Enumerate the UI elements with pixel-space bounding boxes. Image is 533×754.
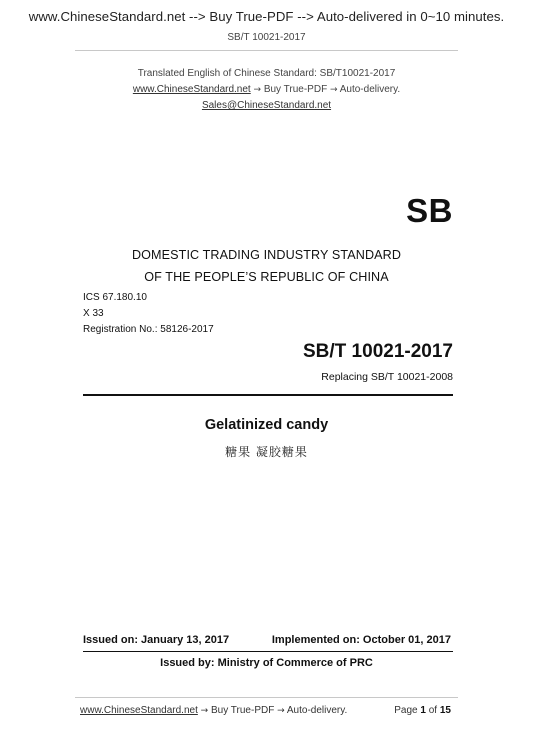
notice-email-link[interactable]: Sales@ChineseStandard.net bbox=[201, 100, 332, 111]
issuing-authority: Issued by: Ministry of Commerce of PRC bbox=[160, 657, 373, 669]
footer-site-link[interactable]: www.ChineseStandard.net bbox=[80, 705, 198, 716]
notice-auto-text: Auto-delivery. bbox=[337, 84, 401, 95]
standard-mark: SB bbox=[406, 192, 453, 229]
standard-title-line-1: DOMESTIC TRADING INDUSTRY STANDARD bbox=[131, 248, 402, 262]
notice-line-1: Translated English of Chinese Standard: SB/T10021-2017 bbox=[137, 68, 396, 79]
top-banner bbox=[0, 9, 533, 24]
page-current: 1 bbox=[420, 705, 426, 716]
notice-line-3 bbox=[0, 100, 533, 111]
implemented-date: Implemented on: October 01, 2017 bbox=[271, 634, 451, 646]
footer-auto-text: Auto-delivery. bbox=[284, 705, 348, 716]
document-title-english: Gelatinized candy bbox=[204, 417, 329, 433]
class-code: X 33 bbox=[83, 308, 104, 319]
right-arrow-icon: → bbox=[329, 85, 338, 95]
issued-date: Issued on: January 13, 2017 bbox=[83, 634, 230, 646]
page-total: 15 bbox=[439, 705, 451, 716]
page-indicator bbox=[394, 705, 451, 716]
notice-site-link[interactable]: www.ChineseStandard.net bbox=[132, 84, 251, 95]
header-doc-code: SB/T 10021-2017 bbox=[227, 32, 306, 43]
banner-text: --> Buy True-PDF --> Auto-delivered in 0~10 minutes. bbox=[185, 9, 505, 24]
footer-buy-text: Buy True-PDF bbox=[208, 705, 278, 716]
replacing-standard: Replacing SB/T 10021-2008 bbox=[321, 371, 453, 383]
banner-site-link[interactable]: www.ChineseStandard.net bbox=[28, 9, 186, 24]
footer-links bbox=[80, 705, 347, 716]
registration-number: Registration No.: 58126-2017 bbox=[83, 324, 214, 335]
right-arrow-icon: → bbox=[200, 706, 209, 716]
footer-divider bbox=[75, 697, 458, 698]
document-title-chinese: 糖果 凝胶糖果 bbox=[225, 445, 308, 459]
right-arrow-icon: → bbox=[253, 85, 262, 95]
page-of: of bbox=[425, 705, 440, 716]
notice-line-2 bbox=[0, 84, 533, 95]
notice-buy-text: Buy True-PDF bbox=[261, 84, 330, 95]
page-label: Page bbox=[394, 705, 421, 716]
standard-divider bbox=[83, 394, 453, 396]
header-divider bbox=[75, 50, 458, 51]
standard-number: SB/T 10021-2017 bbox=[303, 341, 453, 362]
dates-divider bbox=[83, 651, 453, 652]
ics-code: ICS 67.180.10 bbox=[83, 292, 147, 303]
right-arrow-icon: → bbox=[277, 706, 285, 716]
standard-title-line-2: OF THE PEOPLE’S REPUBLIC OF CHINA bbox=[144, 270, 389, 284]
